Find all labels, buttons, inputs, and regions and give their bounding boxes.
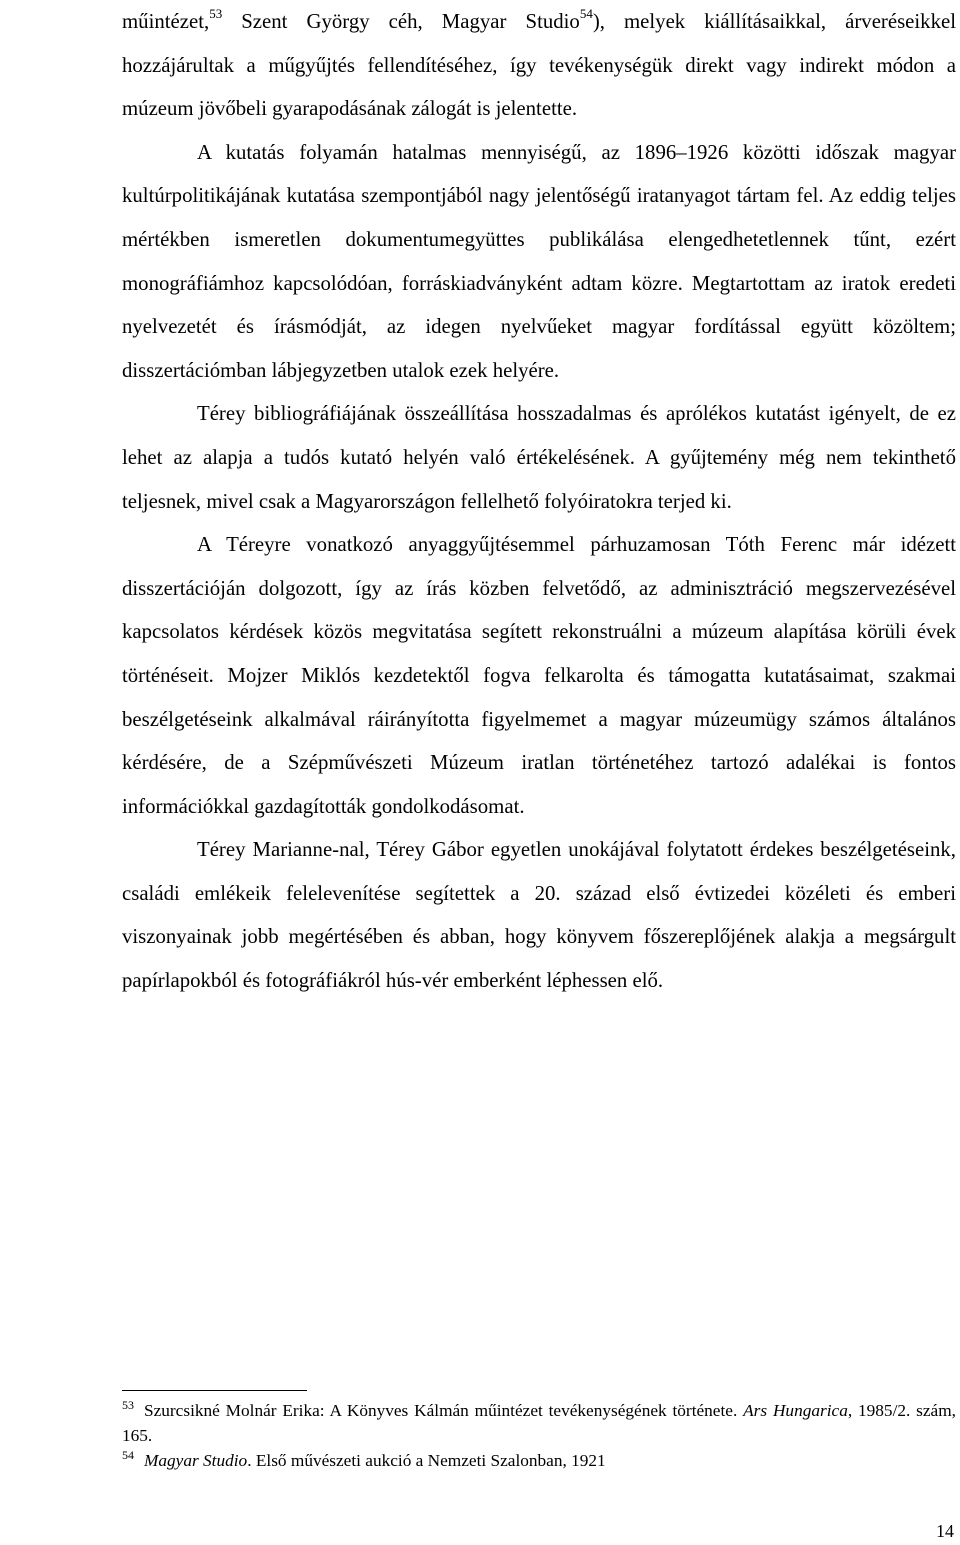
text-run: . Első művészeti aukció a Nemzeti Szalonban, 1921 bbox=[247, 1451, 606, 1470]
footnotes bbox=[122, 1398, 956, 1473]
paragraph bbox=[122, 392, 956, 523]
footnote bbox=[122, 1398, 956, 1448]
footnote bbox=[122, 1448, 956, 1473]
text-run: Térey bibliográfiájának összeállítása hosszadalmas és aprólékos kutatást igényelt, de ez lehet az alapja a tudós kutató helyén való értékelésének. A gyűjtemény még nem tekinthető teljesnek, mivel csak a Magyarországon fellelhető folyóiratokra terjed ki. bbox=[122, 402, 956, 513]
footnote-separator bbox=[122, 1390, 307, 1391]
paragraph bbox=[122, 131, 956, 393]
footnote-reference: 54 bbox=[579, 6, 593, 22]
text-run: A Téreyre vonatkozó anyaggyűjtésemmel párhuzamosan Tóth Ferenc már idézett disszertációján dolgozott, így az írás közben felvetődő, az adminisztráció megszervezésével kapcsolatos kérdések közös megvitatása segített rekonstruálni a múzeum alapítása körüli évek történéseit. Mojzer Miklós kezdetektől fogva felkarolta és támogatta kutatásaimat, szakmai beszélgetéseink alkalmával ráirányította figyelmemet a magyar múzeumügy számos általános kérdésére, de a Szépművészeti Múzeum iratlan történetéhez tartozó adalékai is fontos információkkal gazdagították gondolkodásomat. bbox=[122, 533, 956, 818]
paragraph bbox=[122, 0, 956, 131]
italic-title: Magyar Studio bbox=[144, 1451, 248, 1470]
italic-title: Ars Hungarica bbox=[743, 1401, 848, 1420]
main-text bbox=[122, 0, 956, 1003]
text-run: , 1985/2. szám, 165. bbox=[122, 1401, 956, 1445]
text-run: A kutatás folyamán hatalmas mennyiségű, az 1896–1926 közötti időszak magyar kultúrpolitikájának kutatása szempontjából nagy jelentőségű iratanyagot tártam fel. Az eddig teljes mértékben ismeretlen dokumentumegyüttes publikálása elengedhetetlennek tűnt, ezért monográfiámhoz kapcsolódóan, forráskiadványként adtam közre. Megtartottam az iratok eredeti nyelvezetét és írásmódját, az idegen nyelvűeket magyar fordítással együtt közöltem; disszertációmban lábjegyzetben utalok ezek helyére. bbox=[122, 140, 956, 382]
text-run: ), melyek kiállításaikkal, árveréseikkel hozzájárultak a műgyűjtés fellendítéséhez, így tevékenységük direkt vagy indirekt módon a múzeum jövőbeli gyarapodásának zálogát is jelentette. bbox=[122, 10, 956, 121]
page-number: 14 bbox=[936, 1521, 954, 1541]
footnote-reference: 53 bbox=[209, 6, 223, 22]
text-run: műintézet, bbox=[122, 10, 210, 33]
paragraph bbox=[122, 523, 956, 828]
paragraph bbox=[122, 828, 956, 1002]
text-run: Térey Marianne-nal, Térey Gábor egyetlen unokájával folytatott érdekes beszélgetéseink, családi emlékeik felelevenítése segítettek a 20. század első évtizedei közéleti és emberi viszonyainak jobb megértésében és abban, hogy könyvem főszereplőjének alakja a megsárgult papírlapokból és fotográfiákról hús-vér emberként léphessen elő. bbox=[122, 838, 956, 993]
text-run: Szurcsikné Molnár Erika: A Könyves Kálmán műintézet tevékenységének története. bbox=[144, 1401, 744, 1420]
footnote-number: 53 bbox=[122, 1398, 134, 1413]
footnote-number: 54 bbox=[122, 1448, 134, 1463]
text-run: Szent György céh, Magyar Studio bbox=[222, 10, 580, 33]
